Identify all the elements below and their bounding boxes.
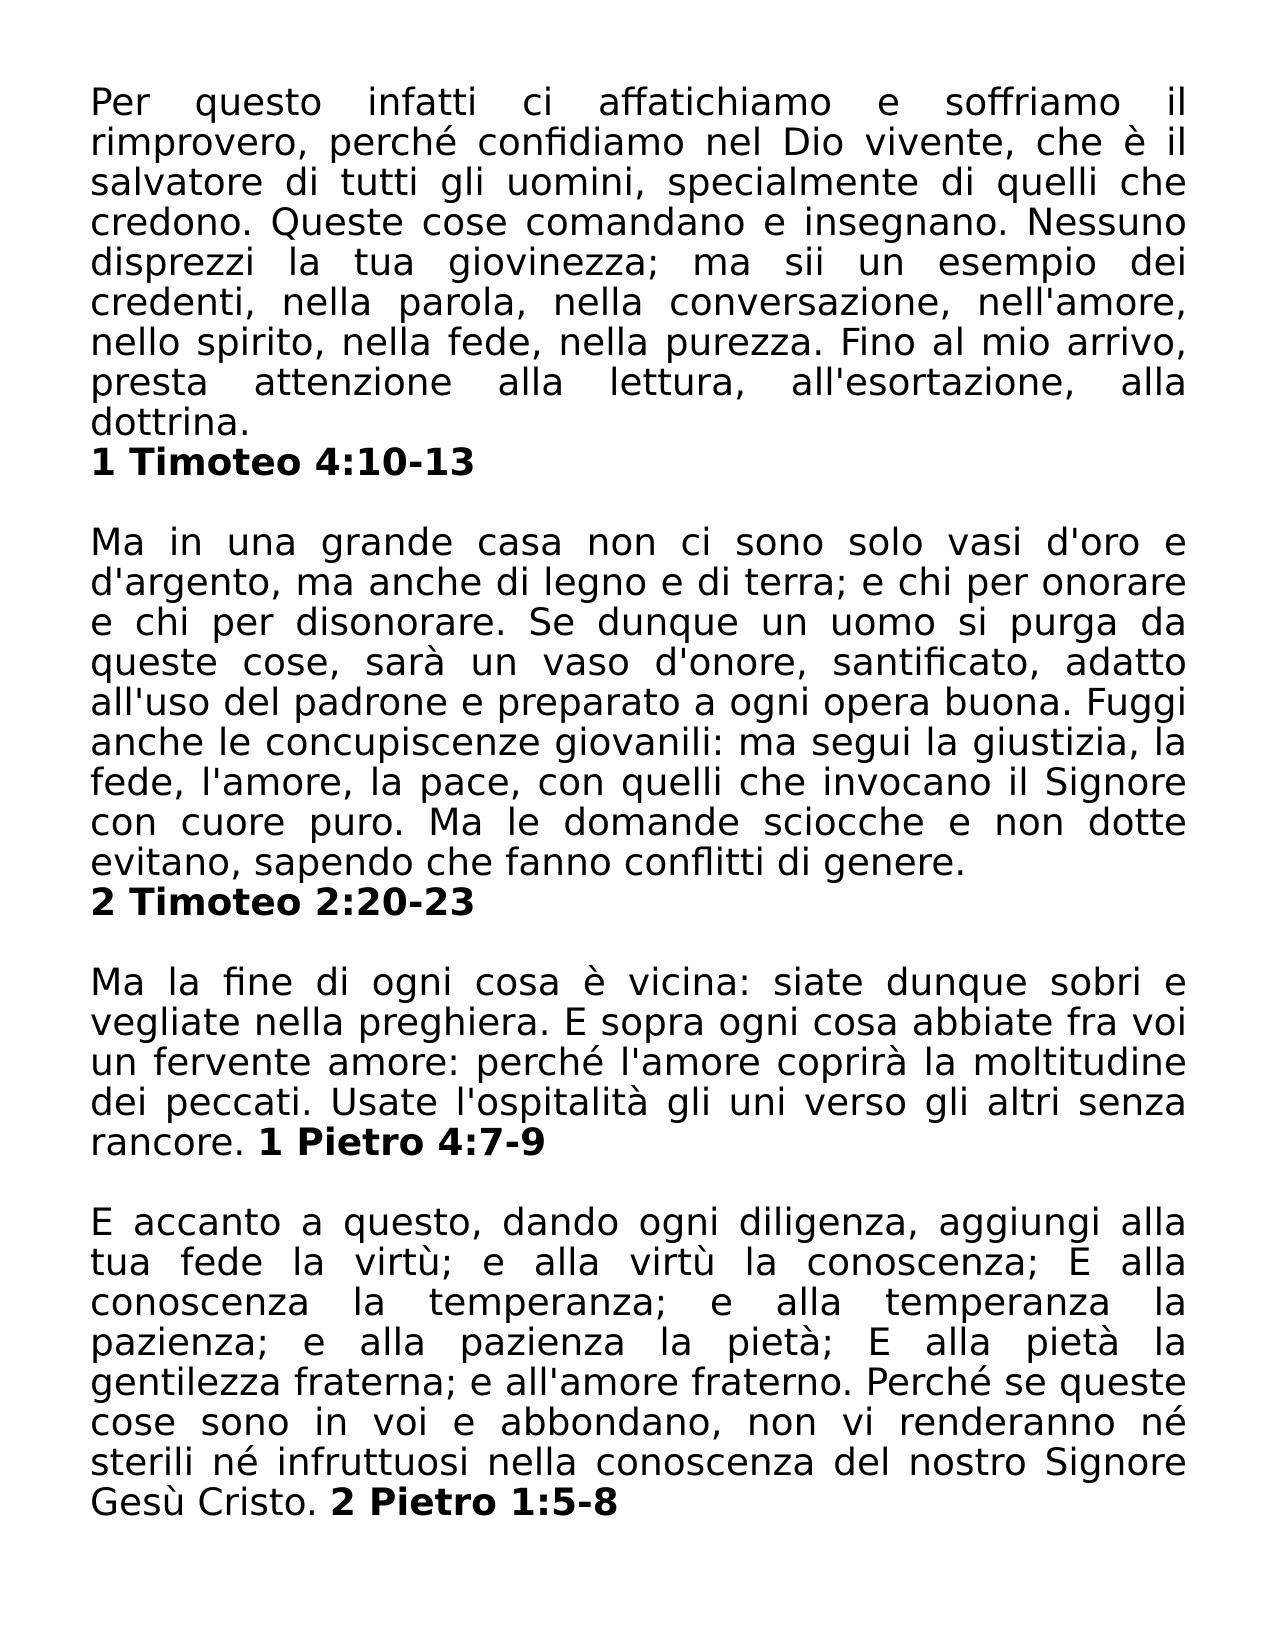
passage-2-timoteo [90, 522, 1187, 922]
passage-text: E accanto a questo, dando ogni diligenza, aggiungi alla tua fede la virtù; e alla virtù la conoscenza; E alla conoscenza la temperanza; e alla temperanza la pazienza; e alla pazienza la pietà; E alla pietà la gentilezza fraterna; e all'amore fraterno. Perché se queste cose sono in voi e abbondano, non vi renderanno né sterili né infruttuosi nella conoscenza del nostro Signore Gesù Cristo. [90, 1200, 1187, 1524]
passage-paragraph [90, 962, 1187, 1162]
passage-2-pietro [90, 1202, 1187, 1522]
passage-text: Ma la fine di ogni cosa è vicina: siate dunque sobri e vegliate nella preghiera. E sopra ogni cosa abbiate fra voi un fervente amore: perché l'amore coprirà la moltitudine dei peccati. Usate l'ospitalità gli uni verso gli altri senza rancore. [90, 960, 1187, 1164]
passage-text: Ma in una grande casa non ci sono solo vasi d'oro e d'argento, ma anche di legno e di terra; e chi per onorare e chi per disonorare. Se dunque un uomo si purga da queste cose, sarà un vaso d'onore, santificato, adatto all'uso del padrone e preparato a ogni opera buona. Fuggi anche le concupiscenze giovanili: ma segui la giustizia, la fede, l'amore, la pace, con quelli che invocano il Signore con cuore puro. Ma le domande sciocche e non dotte evitano, sapendo che fanno conflitti di genere. [90, 520, 1187, 884]
scripture-reference: 2 Timoteo 2:20-23 [90, 880, 476, 924]
passage-paragraph [90, 1202, 1187, 1522]
passage-text: Per questo infatti ci affatichiamo e soffriamo il rimprovero, perché confidiamo nel Dio vivente, che è il salvatore di tutti gli uomini, specialmente di quelli che credono. Queste cose comandano e insegnano. Nessuno disprezzi la tua giovinezza; ma sii un esempio dei credenti, nella parola, nella conversazione, nell'amore, nello spirito, nella fede, nella purezza. Fino al mio arrivo, presta attenzione alla lettura, all'esortazione, alla dottrina. [90, 80, 1187, 444]
scripture-reference: 1 Timoteo 4:10-13 [90, 440, 476, 484]
scripture-reference: 2 Pietro 1:5-8 [329, 1480, 619, 1524]
scripture-reference: 1 Pietro 4:7-9 [257, 1120, 547, 1164]
document-page [90, 82, 1187, 1562]
passage-1-timoteo [90, 82, 1187, 482]
passage-1-pietro [90, 962, 1187, 1162]
